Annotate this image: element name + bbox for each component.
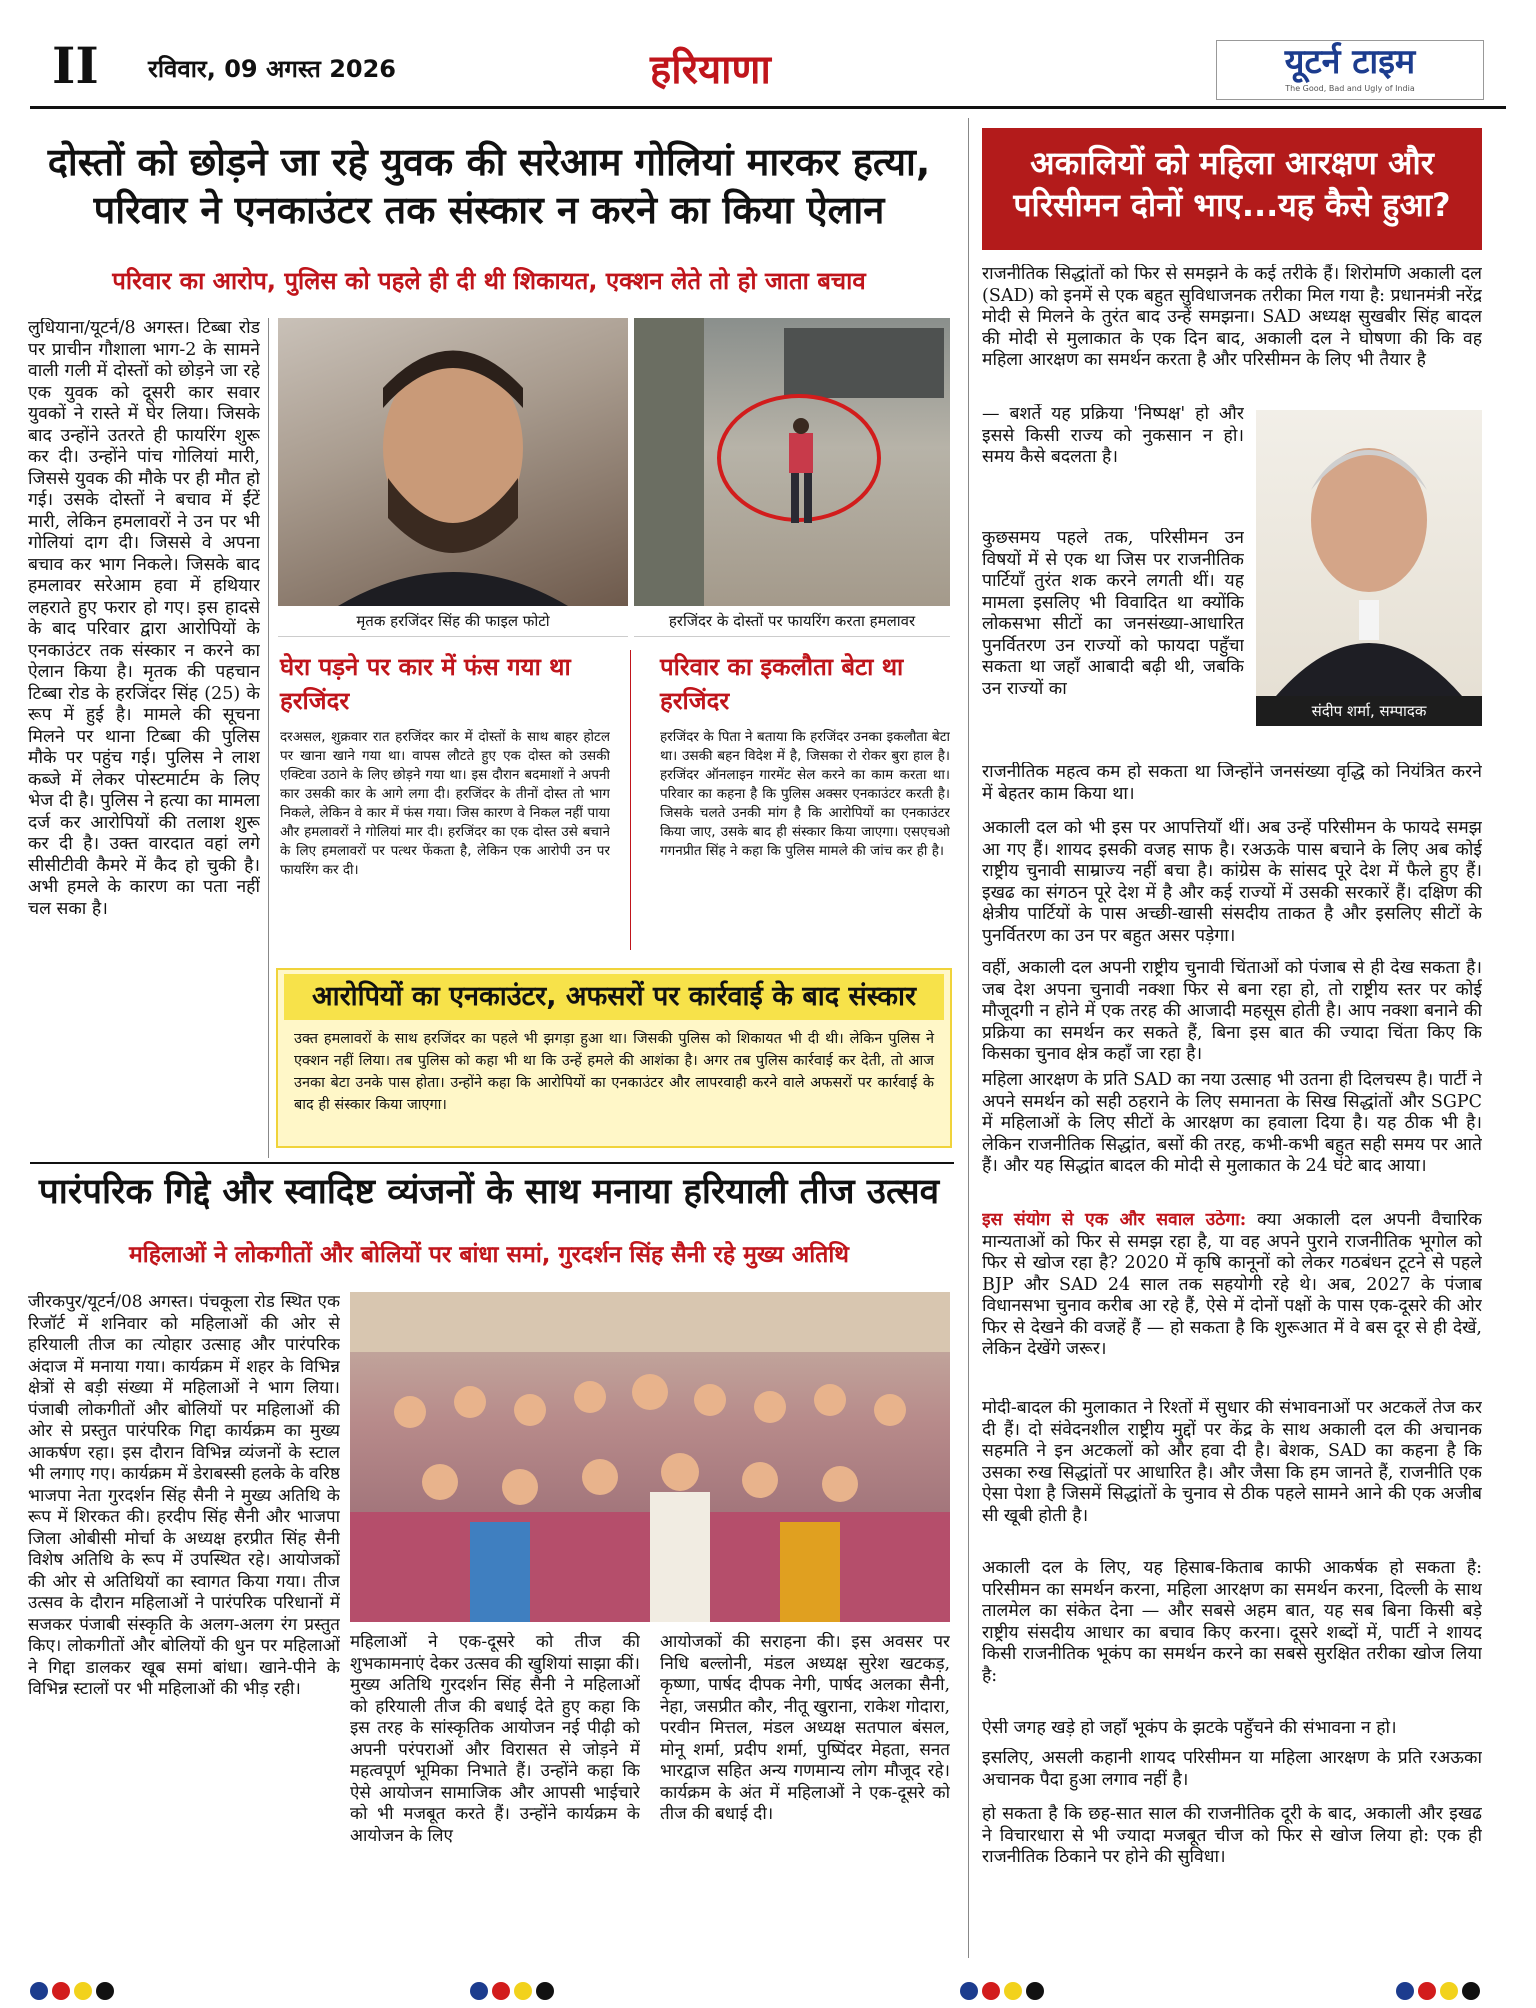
story2-col2: महिलाओं ने एक-दूसरे को तीज की शुभकामनाएं देकर उत्सव की खुशियां साझा कीं। मुख्य अतिथि गुरदर्शन सिंह सैनी ने महिलाओं को हरियाली तीज की बधाई देते हुए कहा कि इस तरह के सांस्कृतिक आयोजन नई पीढ़ी को अपनी परंपराओं और विरासत से जोड़ने में महत्वपूर्ण भूमिका निभाते हैं। उन्होंने कहा कि ऐसे आयोजन सामाजिक और आपसी भाईचारे को भी मजबूत करते हैं। उन्होंने कार्यक्रम के आयोजन के लिए bbox=[350, 1632, 640, 1846]
story2-col3: आयोजकों की सराहना की। इस अवसर पर निधि बल्लोनी, मंडल अध्यक्ष सुरेश खटकड़, कृष्णा, पार्षद दीपक नेगी, पार्षद अलका सैनी, नेहा, जसप्रीत कौर, नीतू खुराना, राकेश गोदारा, परवीन मित्तल, मंडल अध्यक्ष सतपाल बंसल, मोनू शर्मा, प्रदीप शर्मा, पुष्पिंदर मेहता, सनत भारद्वाज सहित अन्य गणमान्य लोग मौजूद रहे। कार्यक्रम के अंत में महिलाओं ने एक-दूसरे को तीज की बधाई दी। bbox=[660, 1632, 950, 1824]
sub2-body: हरजिंदर के पिता ने बताया कि हरजिंदर उनका इकलौता बेटा था। उसकी बहन विदेश में है, जिसका रो रोकर बुरा हाल है। हरजिंदर ऑनलाइन गारमेंट सेल करने का काम करता था। परिवार का कहना है कि पुलिस अक्सर एनकाउंटर करती है। जिसके चलते उनकी मांग है कि आरोपियों का एनकाउंटर किया जाए, उसके बाद ही संस्कार किया जाएगा। एसएचओ गगनप्रीत सिंह ने कहा कि पुलिस मामले की जांच कर ही है। bbox=[660, 729, 950, 859]
sub2-title: परिवार का इकलौता बेटा था हरजिंदर bbox=[660, 653, 904, 715]
story2-headline: पारंपरिक गिद्दे और स्वादिष्ट व्यंजनों के साथ मनाया हरियाली तीज उत्सव bbox=[38, 1172, 940, 1212]
crowd-illustration bbox=[350, 1292, 950, 1622]
editorial-divider bbox=[968, 118, 969, 1958]
newspaper-logo bbox=[1216, 40, 1484, 100]
sub-divider bbox=[630, 650, 631, 950]
editorial-p10: इसलिए, असली कहानी शायद परिसीमन या महिला आरक्षण के प्रति रअऊका अचानक पैदा हुआ लगाव नहीं है। bbox=[982, 1748, 1482, 1790]
editorial-p5: महिला आरक्षण के प्रति SAD का नया उत्साह भी उतना ही दिलचस्प है। पार्टी ने अपने समर्थन को सही ठहराने के लिए समानता के सिख सिद्धांतों और SGPC में महिलाओं के लिए सीटों के आरक्षण का हवाला दिया है। यह ठीक भी है। लेकिन राजनीतिक सिद्धांत, बसों की तरह, कभी-कभी बहुत सही समय पर आते हैं। और यह सिद्धांत बादल की मोदी से मुलाकात के 24 घंटे बाद आया। bbox=[982, 1070, 1482, 1176]
editorial-p9: ऐसी जगह खड़े हो जहाँ भूकंप के झटके पहुँचने की संभावना न हो। bbox=[982, 1718, 1397, 1738]
editorial-p8: अकाली दल के लिए, यह हिसाब-किताब काफी आकर्षक हो सकता है: परिसीमन का समर्थन करना, महिला आरक्षण का समर्थन करना, दिल्ली के साथ तालमेल का संकेत देना — और सबसे अहम बात, यह सब बिना किसी बड़े राष्ट्रीय संसदीय आधार का बचाव किए करना। दूसरे शब्दों में, पार्टी ने शायद किसी राजनीतिक भूकंप का समर्थन करने का सबसे सुरक्षित तरीका खोज लिया है: bbox=[982, 1558, 1482, 1686]
photo1-caption: मृतक हरजिंदर सिंह की फाइल फोटो bbox=[278, 606, 628, 637]
registration-marks-center-right bbox=[960, 1982, 1044, 2000]
column-divider bbox=[268, 318, 269, 1158]
cctv-illustration bbox=[634, 318, 950, 606]
story1-headline bbox=[24, 138, 954, 234]
editorial-p6 bbox=[982, 1210, 1482, 1394]
registration-marks-left bbox=[30, 1982, 114, 2000]
editorial-p4: वहीं, अकाली दल अपनी राष्ट्रीय चुनावी चिंताओं को पंजाब से ही देख सकता है। जब देश अपना चुनावी नक्शा फिर से बना रहा हो, तो राष्ट्रीय स्तर पर कोई मौजूदगी न होने में एक तरह की आजादी महसूस होती है। आप नक्शा बनाने की प्रक्रिया का समर्थन कर सकते हैं, बिना इस बात की ज्यादा चिंता किए कि किसका चुनाव क्षेत्र कहाँ जा रहा है। bbox=[982, 958, 1482, 1064]
sub1-body: दरअसल, शुक्रवार रात हरजिंदर कार में दोस्तों के साथ बाहर होटल पर खाना खाने गया था। वापस लौटते हुए एक दोस्त को उसकी एक्टिवा उठाने के लिए छोड़ने गया था। इस दौरान बदमाशों ने अपनी कार उसकी कार के आगे लगा दी। हरजिंदर के तीनों दोस्त तो भाग निकले, लेकिन वे कार में फंस गया। जिस कारण वे निकल नहीं पाया और हमलावरों ने गोलियां मार दी। हरजिंदर का एक दोस्त उसे बचाने के लिए हमलावरों पर पत्थर फेंकता है, लेकिन एक आरोपी उन पर फायरिंग कर दी। bbox=[280, 729, 610, 878]
header-rule bbox=[30, 106, 1506, 109]
editorial-p11: हो सकता है कि छह-सात साल की राजनीतिक दूरी के बाद, अकाली और इखढ ने विचारधारा से भी ज्यादा मजबूत चीज को फिर से खोज लिया हो: एक ही राजनीतिक ठिकाने पर होने की सुविधा। bbox=[982, 1804, 1482, 1867]
story1-headline-line1: दोस्तों को छोड़ने जा रहे युवक की सरेआम गोलियां मारकर हत्या, bbox=[47, 140, 931, 184]
editorial-p7: मोदी-बादल की मुलाकात ने रिश्तों में सुधार की संभावनाओं पर अटकलें तेज कर दी हैं। दो संवेदनशील राष्ट्रीय मुद्दों पर केंद्र के साथ अकाली दल की अचानक सहमति ने इन अटकलों को और हवा दी है। बेशक, SAD का कहना है कि उसका रुख सिद्धांतों पर आधारित है। और जैसा कि हम जानते हैं, राजनीति एक ऐसा पेशा है जिसमें सिद्धांतों के चुनाव से ठीक पहले सामने आने की एक अजीब सी खूबी होती है। bbox=[982, 1398, 1482, 1526]
cctv-photo bbox=[634, 318, 950, 606]
editor-caption: संदीप शर्मा, सम्पादक bbox=[1256, 696, 1482, 726]
story1-body: लुधियाना/यूटर्न/8 अगस्त। टिब्बा रोड पर प्राचीन गौशाला भाग-2 के सामने वाली गली में दोस्तों को छोड़ने जा रहे एक युवक को दूसरी कार सवार युवकों ने रास्ते में घेर लिया। जिसके बाद उन्होंने उतरते ही फायरिंग शुरू कर दी। उन्होंने पांच गोलियां मारी, जिससे युवक की मौके पर ही मौत हो गई। उसके दोस्तों ने बचाव में ईंटें मारी, लेकिन हमलावरों ने उन पर भी गोलियां दाग दी। जिससे वे अपना बचाव कर भाग निकले। जिसके बाद हमलावर सरेआम हवा में हथियार लहराते हुए फरार हो गए। इस हादसे के बाद परिवार द्वारा आरोपियों के एनकाउंटर तक संस्कार न करने का ऐलान किया है। मृतक की पहचान टिब्बा रोड के हरजिंदर सिंह (25) के रूप में हुई है। मामले की सूचना मिलने पर थाना टिब्बा की पुलिस मौके पर पहुंच गई। पुलिस ने लाश कब्जे में लेकर पोस्टमार्टम के लिए भेज दी है। पुलिस ने हत्या का मामला दर्ज कर आरोपियों की तलाश शुरू कर दी है। उक्त वारदात वहां लगे सीसीटीवी कैमरे में कैद हो चुकी है। अभी हमले के कारण का पता नहीं चल सका है। bbox=[28, 318, 260, 919]
editor-portrait bbox=[1256, 410, 1482, 696]
editorial-p3: अकाली दल को भी इस पर आपत्तियाँ थीं। अब उन्हें परिसीमन के फायदे समझ आ गए हैं। शायद इसकी वजह साफ है। रअऊके पास बचाने के लिए अब कोई राष्ट्रीय चुनावी साम्राज्य नहीं बचा है। कांग्रेस के सांसद पूरे देश में फैले हुए हैं। इखढ का संगठन पूरे देश में है और कई राज्यों में उसकी सरकारें हैं। दक्षिण की क्षेत्रीय पार्टियों के पास अच्छी-खासी संसदीय ताकत है और इसलिए सीटों के पुनर्वितरण का उन पर बहुत असर पड़ेगा। bbox=[982, 818, 1482, 946]
story1-subhead: परिवार का आरोप, पुलिस को पहले ही दी थी शिकायत, एक्शन लेते तो हो जाता बचाव bbox=[112, 267, 866, 295]
photo2-caption: हरजिंदर के दोस्तों पर फायरिंग करता हमलावर bbox=[634, 606, 950, 637]
victim-photo bbox=[278, 318, 628, 606]
story-rule bbox=[30, 1162, 954, 1164]
box-body: उक्त हमलावरों के साथ हरजिंदर का पहले भी झगड़ा हुआ था। जिसकी पुलिस को शिकायत भी दी थी। लेकिन पुलिस ने एक्शन नहीं लिया। तब पुलिस को कहा भी था कि उन्हें हमले की आशंका है। अगर तब पुलिस कार्रवाई कर देती, तो आज उनका बेटा उनके पास होता। उन्होंने कहा कि आरोपियों का एनकाउंटर और लापरवाही करने वाले अफसरों पर कार्रवाई के बाद ही संस्कार किया जाएगा। bbox=[294, 1031, 934, 1113]
logo-tagline: The Good, Bad and Ugly of India bbox=[1285, 84, 1415, 93]
editorial-p2b: राजनीतिक महत्व कम हो सकता था जिन्होंने जनसंख्या वृद्धि को नियंत्रित करने में बेहतर काम किया था। bbox=[982, 762, 1482, 804]
box-title: आरोपियों का एनकाउंटर, अफसरों पर कार्रवाई के बाद संस्कार bbox=[284, 974, 944, 1020]
editorial-title bbox=[982, 128, 1482, 250]
story2-subhead: महिलाओं ने लोकगीतों और बोलियों पर बांधा समां, गुरदर्शन सिंह सैनी रहे मुख्य अतिथि bbox=[129, 1242, 849, 1268]
registration-marks-center-left bbox=[470, 1982, 554, 2000]
editorial-p1b: — बशर्ते यह प्रक्रिया 'निष्पक्ष' हो और इससे किसी राज्य को नुकसान न हो। समय कैसे बदलता है। bbox=[982, 404, 1244, 467]
editorial-title-line1: अकालियों को महिला आरक्षण और bbox=[1030, 144, 1434, 182]
story2-col1: जीरकपुर/यूटर्न/08 अगस्त। पंचकूला रोड स्थित एक रिजॉर्ट में शनिवार को महिलाओं की ओर से हरियाली तीज का त्योहार उत्साह और पारंपरिक अंदाज में मनाया गया। कार्यक्रम में शहर के विभिन्न क्षेत्रों से बड़ी संख्या में महिलाओं ने भाग लिया। पंजाबी लोकगीतों और बोलियों पर महिलाओं की ओर से प्रस्तुत पारंपरिक गिद्दा कार्यक्रम का मुख्य आकर्षण रहा। इस दौरान विभिन्न व्यंजनों के स्टाल भी लगाए गए। कार्यक्रम में डेराबस्सी हलके के वरिष्ठ भाजपा नेता गुरदर्शन सिंह सैनी ने मुख्य अतिथि के रूप में शिरकत की। हरदीप सिंह सैनी और भाजपा जिला ओबीसी मोर्चा के अध्यक्ष हरप्रीत सिंह सैनी विशेष अतिथि के रूप में उपस्थित रहे। आयोजकों की ओर से अतिथियों का स्वागत किया गया। तीज उत्सव के दौरान महिलाओं ने पारंपरिक परिधानों में सजकर पंजाबी संस्कृति के अलग-अलग रंग प्रस्तुत किए। लोकगीतों और बोलियों की धुन पर महिलाओं ने गिद्दा डालकर खूब समां बांधा। खाने-पीने के विभिन्न स्टालों पर भी महिलाओं की भीड़ रही। bbox=[28, 1292, 340, 1699]
highlight-box bbox=[276, 968, 952, 1148]
logo-text: यूटर्न टाइम bbox=[1284, 42, 1416, 82]
editor-photo bbox=[1256, 410, 1482, 696]
editorial-p2: कुछसमय पहले तक, परिसीमन उन विषयों में से एक था जिस पर राजनीतिक पार्टियाँ तुरंत शक करने लगती थीं। यह मामला इसलिए भी विवादित था क्योंकि लोकसभा सीटों का जनसंख्या-आधारित पुनर्वितरण उन राज्यों को फायदा पहुँचा सकता था जहाँ आबादी बढ़ी थी, जबकि उन राज्यों का bbox=[982, 528, 1244, 699]
story1-headline-line2: परिवार ने एनकाउंटर तक संस्कार न करने का किया ऐलान bbox=[93, 188, 885, 232]
editorial-p6-text: क्या अकाली दल अपनी वैचारिक मान्यताओं को फिर से समझ रहा है, या वह अपने पुराने राजनीतिक भूगोल को फिर से खोज रहा है? 2020 में कृषि कानूनों को लेकर गठबंधन टूटने से पहले BJP और SAD 24 साल तक सहयोगी रहे थे। अब, 2027 के पंजाब विधानसभा चुनाव करीब आ रहे हैं, ऐसे में दोनों पक्षों के पास एक-दूसरे की ओर फिर से देखने की वजहें हैं — हो सकता है कि शुरूआत में वे बस दूर से ही देखें, लेकिन देखेंगे जरूर। bbox=[982, 1210, 1482, 1359]
registration-marks-right bbox=[1396, 1982, 1480, 2000]
portrait-illustration bbox=[278, 318, 628, 606]
sub1-title: घेरा पड़ने पर कार में फंस गया था हरजिंदर bbox=[280, 653, 571, 715]
editorial-p1: राजनीतिक सिद्धांतों को फिर से समझने के कई तरीके हैं। शिरोमणि अकाली दल (SAD) को इनमें से एक बहुत सुविधाजनक तरीका मिल गया है: प्रधानमंत्री नरेंद्र मोदी से मिलने के तुरंत बाद उन्हें समझना। SAD अध्यक्ष सुखबीर सिंह बादल की मोदी से मुलाकात के एक दिन बाद, अकाली दल ने घोषणा की कि वह महिला आरक्षण का समर्थन करता है और परिसीमन के लिए भी तैयार है bbox=[982, 264, 1482, 370]
section-title: हरियाणा bbox=[650, 47, 771, 93]
page-number: II bbox=[52, 36, 99, 95]
issue-date: रविवार, 09 अगस्त 2026 bbox=[148, 55, 396, 83]
editorial-p6-lead: इस संयोग से एक और सवाल उठेगा: bbox=[982, 1210, 1247, 1230]
teej-event-photo bbox=[350, 1292, 950, 1622]
editorial-title-line2: परिसीमन दोनों भाए...यह कैसे हुआ? bbox=[1013, 186, 1451, 224]
